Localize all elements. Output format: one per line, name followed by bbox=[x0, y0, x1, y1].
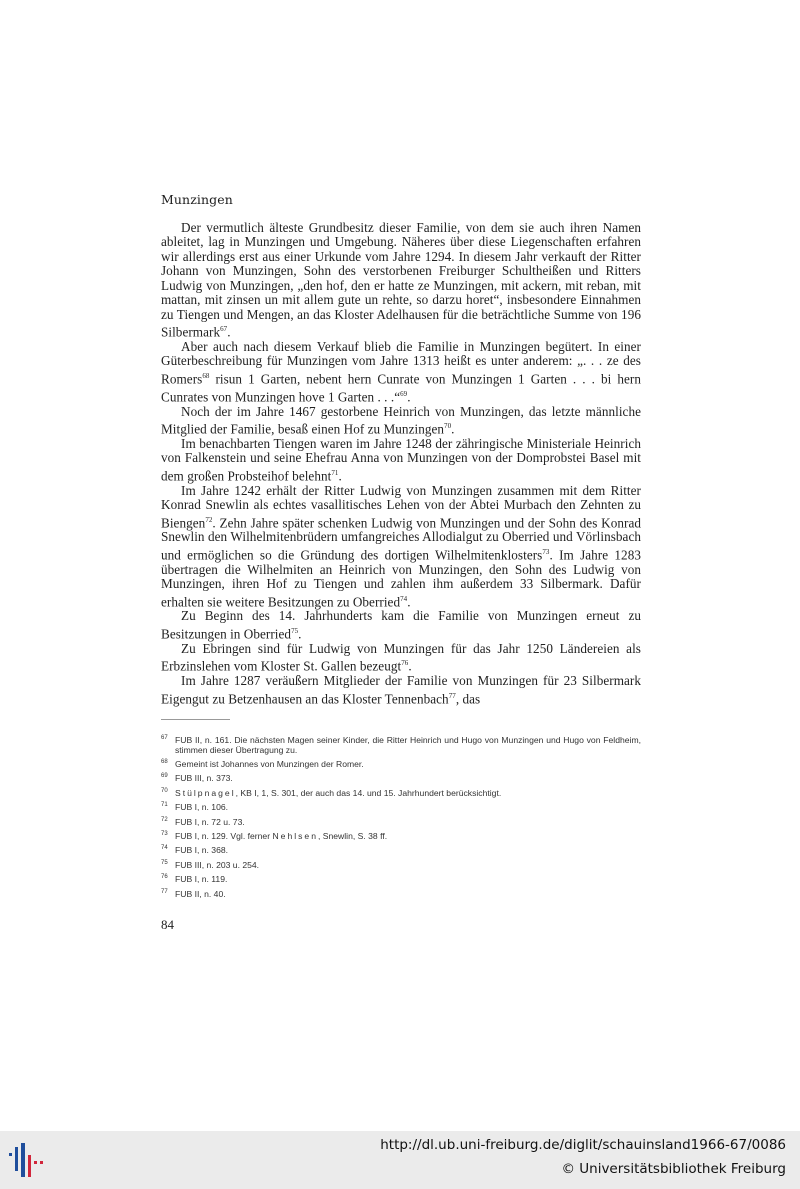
footnote-number: 71 bbox=[161, 802, 168, 809]
paragraph: Im Jahre 1242 erhält der Ritter Ludwig von Munzingen zusammen mit dem Ritter Konrad Snewlin als echtes vasallitisches Lehen von der Abtei Murbach den Zehnten zu Biengen$^{72}$. Zehn Jahre später schenken Ludwig von Munzingen und der Sohn des Konrad Snewlin den Wilhelmitenbrüdern umfangreiches Allodialgut zu Oberried und Vörlinsbach und ermöglichen so die Gründung des dortigen Wilhelmitenklosters$^{73}$. Im Jahre 1283 übertragen die Wilhelmiten an Heinrich von Munzingen, den Sohn des Ludwig von Munzingen, ihren Hof zu Tiengen und zahlen ihm außerdem 33 Silbermark. Dafür erhalten sie weitere Besitzungen zu Oberried$^{74}$. bbox=[161, 482, 641, 609]
paragraph: Aber auch nach diesem Verkauf blieb die Familie in Munzingen begütert. In einer Güterbeschreibung für Munzingen vom Jahre 1313 heißt es unter anderem: „. . . ze des Romers$^{68}$ risun 1 Garten, nebent hern Cunrate von Munzingen 1 Garten . . . bi hern Cunrates von Munzingen hove 1 Garten . . .“$^{69}$. bbox=[161, 339, 641, 405]
footnote: 69 FUB III, n. 373. bbox=[161, 773, 233, 784]
footnote-ref[interactable]: 75 bbox=[291, 626, 299, 635]
footnote: 67 FUB II, n. 161. Die nächsten Magen seiner Kinder, die Ritter Heinrich und Hugo von Munzingen und Hugo von Feldheim, stimmen dieser Übertragung zu. bbox=[161, 735, 641, 755]
footnote-number: 75 bbox=[161, 859, 168, 866]
paragraph: Der vermutlich älteste Grundbesitz dieser Familie, von dem sie auch ihren Namen ableitet, lag in Munzingen und Umgebung. Näheres über diese Liegenschaften erfahren wir allerdings erst aus einer Urkunde vom Jahre 1294. In diesem Jahr verkauft der Ritter Johann von Munzingen, Sohn des verstorbenen Freiburger Schultheißen und Ritters Ludwig von Munzingen, „den hof, den er hatte ze Munzingen, mit ackern, mit reban, mit mattan, mit zinsen un mit allem gute un rehte, so darzu horet“, insbesondere Einnahmen zu Tiengen und Mengen, an das Kloster Adelhausen für die beträchtliche Summe von 196 Silbermark$^{67}$. bbox=[161, 220, 641, 340]
footnote-number: 68 bbox=[161, 758, 168, 765]
footnote: 74 FUB I, n. 368. bbox=[161, 845, 229, 856]
section-heading: Munzingen bbox=[161, 192, 233, 207]
footnote-ref[interactable]: 68 bbox=[202, 371, 210, 380]
footnote: 76 FUB I, n. 119. bbox=[161, 874, 228, 885]
footnote-number: 70 bbox=[161, 787, 168, 794]
paragraph: Zu Beginn des 14. Jahrhunderts kam die Familie von Munzingen erneut zu Besitzungen in Oberried$^{75}$. bbox=[161, 608, 641, 642]
footnote: 77 FUB II, n. 40. bbox=[161, 888, 226, 899]
footnote-number: 77 bbox=[161, 888, 168, 895]
paragraph: Im benachbarten Tiengen waren im Jahre 1248 der zähringische Ministeriale Heinrich von Falkenstein und seine Ehefrau Anna von Munzingen von der Domprobstei Basel mit dem großen Probsteihof belehnt$^{71}$. bbox=[161, 435, 641, 484]
footnote-author: Nehlsen bbox=[272, 830, 318, 841]
footnote: 70 Stülpnagel, KB I, 1, S. 301, der auch das 14. und 15. Jahrhundert berücksichtigt. bbox=[161, 787, 502, 798]
footnote: 75 FUB III, n. 203 u. 254. bbox=[161, 859, 260, 870]
paragraph: Noch der im Jahre 1467 gestorbene Heinrich von Munzingen, das letzte männliche Mitglied der Familie, besaß einen Hof zu Munzingen$^{70}$. bbox=[161, 403, 641, 437]
footnote-number: 67 bbox=[161, 735, 168, 741]
footnote: 73 FUB I, n. 129. Vgl. ferner Nehlsen, Snewlin, S. 38 ff. bbox=[161, 830, 388, 841]
source-url-link[interactable]: http://dl.ub.uni-freiburg.de/diglit/schauinsland1966-67/0086 bbox=[380, 1137, 786, 1153]
paragraph: Im Jahre 1287 veräußern Mitglieder der Familie von Munzingen für 23 Silbermark Eigengut zu Betzenhausen an das Kloster Tennenbach$^{77}$, das bbox=[161, 673, 641, 706]
footnote-number: 72 bbox=[161, 816, 168, 823]
copyright-text: © Universitätsbibliothek Freiburg bbox=[561, 1161, 786, 1177]
footnote-ref[interactable]: 74 bbox=[400, 594, 408, 603]
footnote-number: 74 bbox=[161, 845, 168, 852]
footnote-ref[interactable]: 69 bbox=[400, 389, 408, 398]
footnote-number: 69 bbox=[161, 773, 168, 780]
footnote-ref[interactable]: 73 bbox=[542, 547, 550, 556]
footnote: 68 Gemeint ist Johannes von Munzingen der Romer. bbox=[161, 758, 364, 769]
footnote-ref[interactable]: 70 bbox=[444, 422, 452, 431]
paragraph: Zu Ebringen sind für Ludwig von Munzingen für das Jahr 1250 Ländereien als Erbzinslehen vom Kloster St. Gallen bezeugt$^{76}$. bbox=[161, 640, 641, 674]
footnote-ref[interactable]: 67 bbox=[220, 325, 228, 334]
footnote-ref[interactable]: 72 bbox=[205, 515, 213, 524]
footnote-number: 76 bbox=[161, 874, 168, 881]
footnote-ref[interactable]: 71 bbox=[331, 468, 339, 477]
footnote-ref[interactable]: 77 bbox=[448, 691, 456, 700]
page-number: 84 bbox=[161, 917, 174, 932]
ub-freiburg-logo-icon[interactable] bbox=[7, 1143, 51, 1177]
footnotes bbox=[161, 736, 641, 904]
footnote-author: Stülpnagel bbox=[175, 787, 236, 798]
footnote-number: 73 bbox=[161, 830, 168, 837]
footnote: 71 FUB I, n. 106. bbox=[161, 802, 229, 813]
footnote-divider bbox=[161, 719, 230, 720]
viewer-footer-bar bbox=[0, 1131, 800, 1189]
footnote: 72 FUB I, n. 72 u. 73. bbox=[161, 816, 245, 827]
footnote-ref[interactable]: 76 bbox=[401, 659, 409, 668]
body-text bbox=[161, 221, 641, 706]
